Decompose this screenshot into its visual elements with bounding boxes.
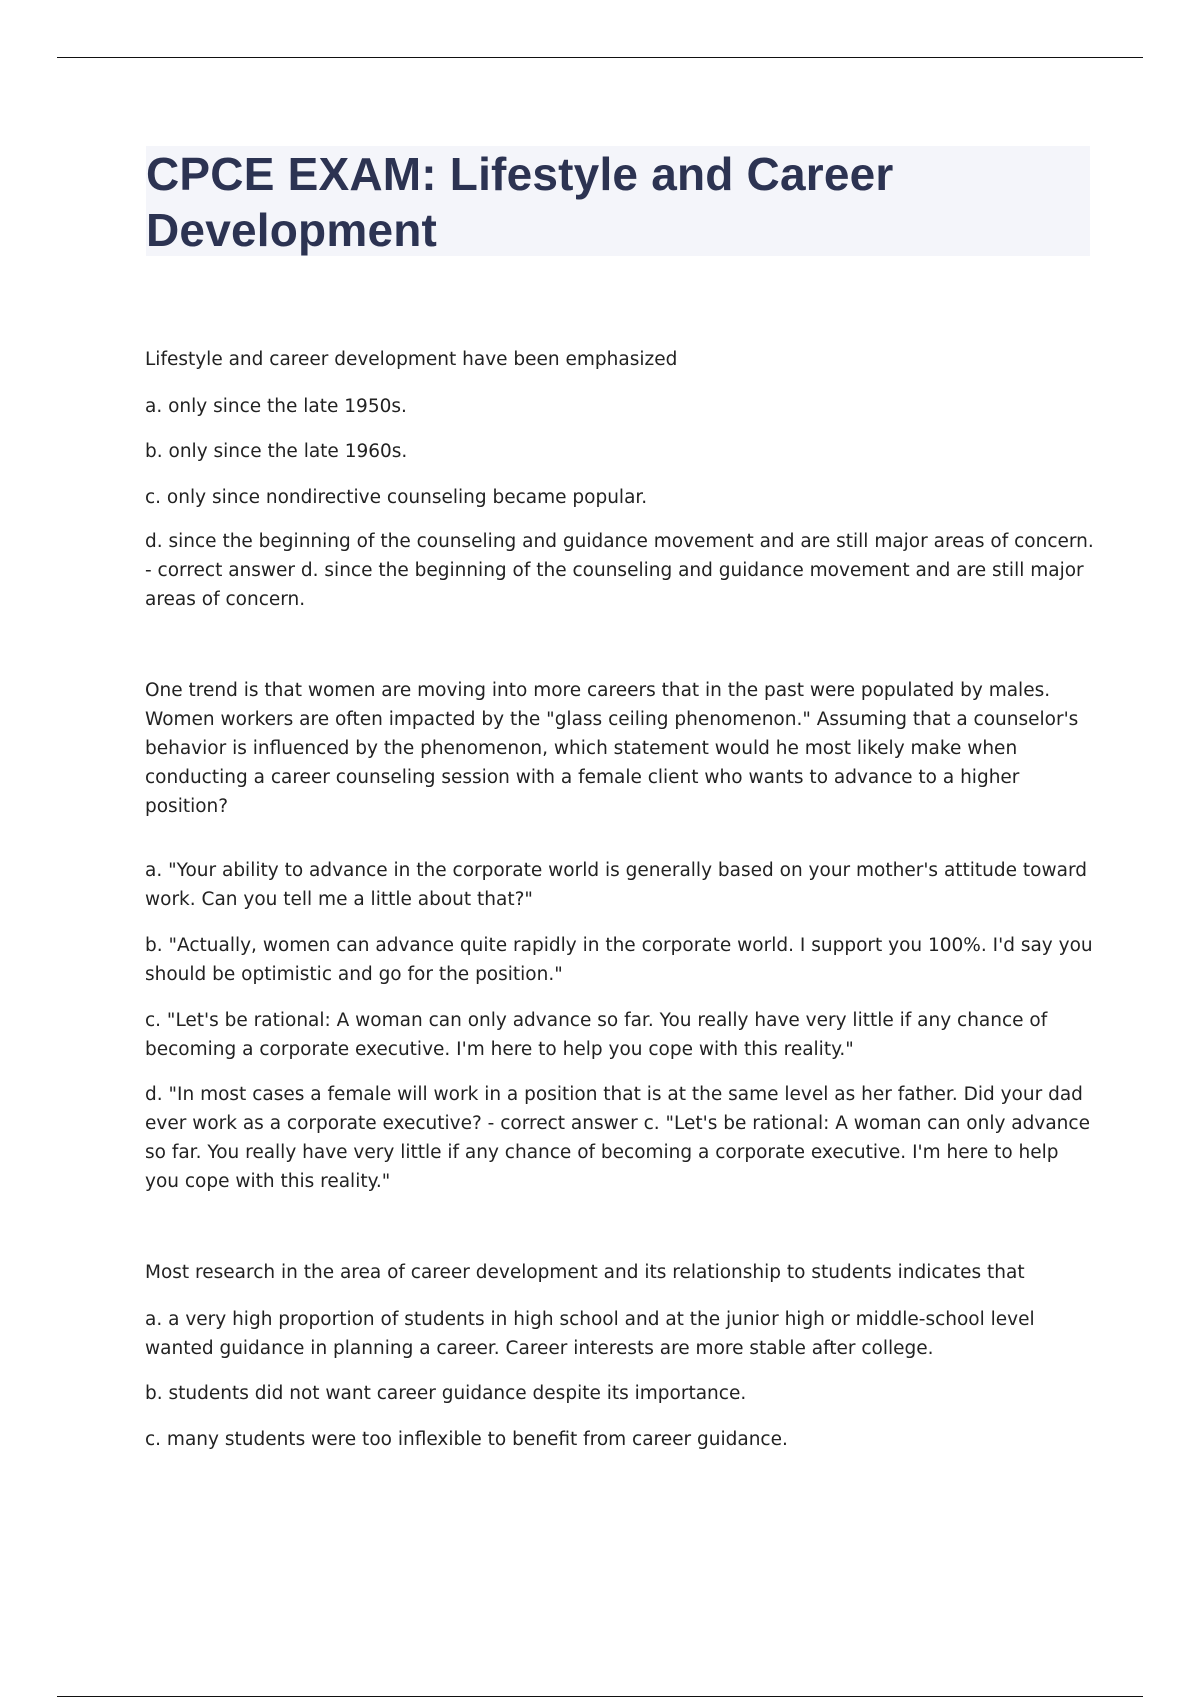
question-2-option-a: a. "Your ability to advance in the corporate world is generally based on your mother's attitude toward work. Can you tell me a little about that?"	[145, 860, 1087, 910]
question-1-option-b: b. only since the late 1960s.	[145, 441, 408, 462]
bottom-rule	[57, 1696, 1143, 1697]
question-1-option-c: c. only since nondirective counseling became popular.	[145, 487, 648, 508]
question-1-stem: Lifestyle and career development have been emphasized	[145, 349, 678, 370]
question-3-option-c: c. many students were too inflexible to benefit from career guidance.	[145, 1429, 788, 1450]
question-3-option-b: b. students did not want career guidance despite its importance.	[145, 1383, 747, 1404]
question-2-option-c: c. "Let's be rational: A woman can only advance so far. You really have very little if any chance of becoming a corporate executive. I'm here to help you cope with this reality."	[145, 1010, 1048, 1060]
page-title: CPCE EXAM: Lifestyle and Career Development	[146, 148, 894, 256]
question-2-option-d-answer: d. "In most cases a female will work in a position that is at the same level as her father. Did your dad ever work as a corporate executive? - correct answer c. "Let's be rational: A woman can only advance so far. You really have very little if any chance of becoming a corporate executive. I'm here to help you cope with this reality."	[145, 1084, 1090, 1192]
question-1-option-d-answer: d. since the beginning of the counseling and guidance movement and are still major areas of concern. - correct answer d. since the beginning of the counseling and guidance movement and are still major areas of concern.	[145, 531, 1094, 610]
question-3-option-a: a. a very high proportion of students in high school and at the junior high or middle-school level wanted guidance in planning a career. Career interests are more stable after college.	[145, 1309, 1035, 1359]
question-2-stem: One trend is that women are moving into more careers that in the past were populated by males. Women workers are often impacted by the "glass ceiling phenomenon." Assuming that a counselor's behavior is influenced by the phenomenon, which statement would he most likely make when conducting a career counseling session with a female client who wants to advance to a higher position?	[145, 680, 1079, 817]
question-1-option-a: a. only since the late 1950s.	[145, 396, 407, 417]
top-rule	[57, 57, 1143, 58]
question-2-option-b: b. "Actually, women can advance quite rapidly in the corporate world. I support you 100%. I'd say you should be optimistic and go for the position."	[145, 935, 1093, 985]
title-banner	[146, 146, 1090, 256]
question-3-stem: Most research in the area of career development and its relationship to students indicates that	[145, 1262, 1025, 1283]
